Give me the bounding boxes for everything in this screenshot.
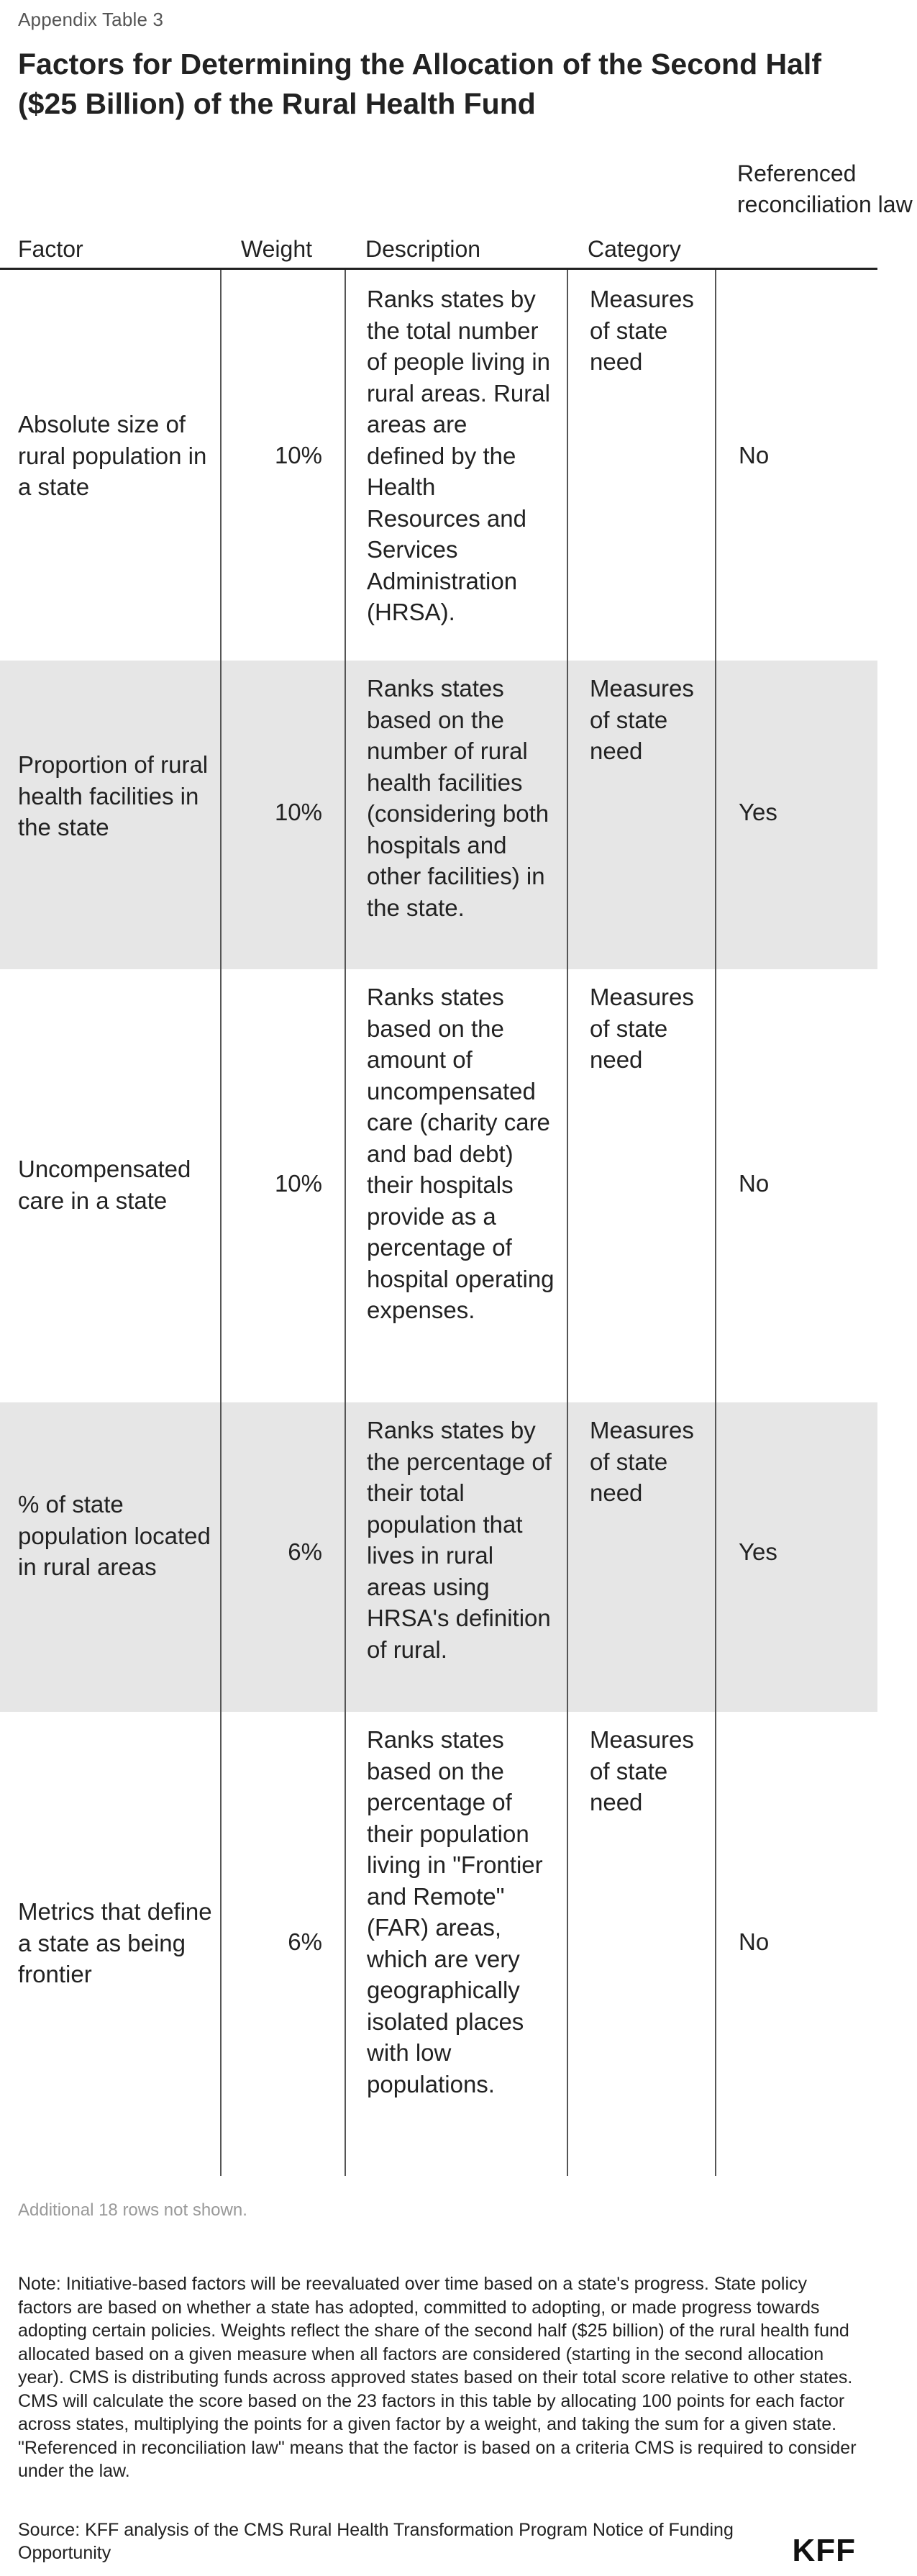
- table-eyebrow: Appendix Table 3: [18, 9, 164, 30]
- factor-cell: Proportion of rural health facilities in the state: [18, 751, 209, 840]
- column-divider: [220, 661, 222, 969]
- header-factor: Factor: [18, 236, 83, 262]
- description-cell: Ranks states by the percentage of their total population that lives in rural areas using HRSA's definition of rural.: [367, 1417, 552, 1663]
- table-row: [0, 1712, 877, 2176]
- factor-cell: Uncompensated care in a state: [18, 1156, 191, 1214]
- description-cell: Ranks states based on the number of rural health facilities (considering both hospitals and other facilities) in the state.: [367, 675, 549, 921]
- category-cell: Measures of state need: [590, 675, 694, 764]
- column-divider: [567, 270, 568, 661]
- factor-cell: Absolute size of rural population in a state: [18, 411, 207, 500]
- header-category: Category: [588, 236, 681, 262]
- additional-rows-note: Additional 18 rows not shown.: [18, 2200, 247, 2220]
- weight-cell: 6%: [288, 1538, 322, 1565]
- description-cell: Ranks states by the total number of people living in rural areas. Rural areas are defined by the Health Resources and Services Administration (HRSA).: [367, 286, 551, 625]
- table-row: [0, 969, 877, 1402]
- category-cell: Measures of state need: [590, 1417, 694, 1506]
- category-cell: Measures of state need: [590, 286, 694, 375]
- column-divider: [715, 1402, 716, 1712]
- column-divider: [567, 1402, 568, 1712]
- referenced-cell: Yes: [739, 1538, 777, 1565]
- source-note: Source: KFF analysis of the CMS Rural Health Transformation Program Notice of Funding Opportunity: [18, 2520, 734, 2563]
- factors-table: [0, 153, 913, 2176]
- column-divider: [345, 270, 346, 661]
- column-divider: [715, 270, 716, 661]
- column-divider: [345, 661, 346, 969]
- column-divider: [345, 1712, 346, 2176]
- category-cell: Measures of state need: [590, 1726, 694, 1815]
- table-header: [0, 153, 913, 270]
- referenced-cell: Yes: [739, 799, 777, 825]
- table-row: [0, 270, 877, 661]
- referenced-cell: No: [739, 1170, 770, 1197]
- column-divider: [220, 1712, 222, 2176]
- header-weight: Weight: [241, 236, 313, 262]
- table-title: Factors for Determining the Allocation of the Second Half ($25 Billion) of the Rural Health Fund: [18, 47, 821, 120]
- column-divider: [567, 1712, 568, 2176]
- column-divider: [715, 1712, 716, 2176]
- column-divider: [345, 969, 346, 1402]
- weight-cell: 6%: [288, 1928, 322, 1955]
- column-divider: [567, 661, 568, 969]
- category-cell: Measures of state need: [590, 984, 694, 1073]
- table-row: [0, 661, 877, 969]
- column-divider: [220, 1402, 222, 1712]
- description-cell: Ranks states based on the amount of uncompensated care (charity care and bad debt) their hospitals provide as a percentage of hospital operating expenses.: [367, 984, 555, 1323]
- column-divider: [715, 661, 716, 969]
- referenced-cell: No: [739, 442, 770, 468]
- factor-cell: Metrics that define a state as being frontier: [18, 1898, 212, 1987]
- table-row: [0, 1402, 877, 1712]
- column-divider: [345, 1402, 346, 1712]
- weight-cell: 10%: [274, 442, 322, 468]
- kff-logo: KFF: [792, 2533, 856, 2568]
- column-divider: [220, 270, 222, 661]
- referenced-cell: No: [739, 1928, 770, 1955]
- description-cell: Ranks states based on the percentage of their population living in "Frontier and Remote" (FAR) areas, which are very geographically isolated places with low populations.: [367, 1726, 543, 2097]
- header-description: Description: [365, 236, 481, 262]
- footnote: Note: Initiative-based factors will be reevaluated over time based on a state's progress. State policy factors are based on whether a state has adopted, committed to adopting, or made progress towards adopting certain policies. Weights reflect the share of the second half ($25 billion) of the rural health fund allocated based on a given measure when all factors are considered (starting in the second allocation year). CMS is distributing funds across approved states based on their total score relative to other states. CMS will calculate the score based on the 23 factors in this table by allocating 100 points for each factor across states, multiplying the points for a given factor by a weight, and taking the sum for a given state. "Referenced in reconciliation law" means that the factor is based on a criteria CMS is required to consider under the law.: [18, 2274, 857, 2481]
- weight-cell: 10%: [274, 1170, 322, 1197]
- header-referenced: Referenced reconciliation law: [737, 160, 913, 217]
- column-divider: [715, 969, 716, 1402]
- factor-cell: % of state population located in rural areas: [18, 1491, 211, 1580]
- column-divider: [567, 969, 568, 1402]
- weight-cell: 10%: [274, 799, 322, 825]
- column-divider: [220, 969, 222, 1402]
